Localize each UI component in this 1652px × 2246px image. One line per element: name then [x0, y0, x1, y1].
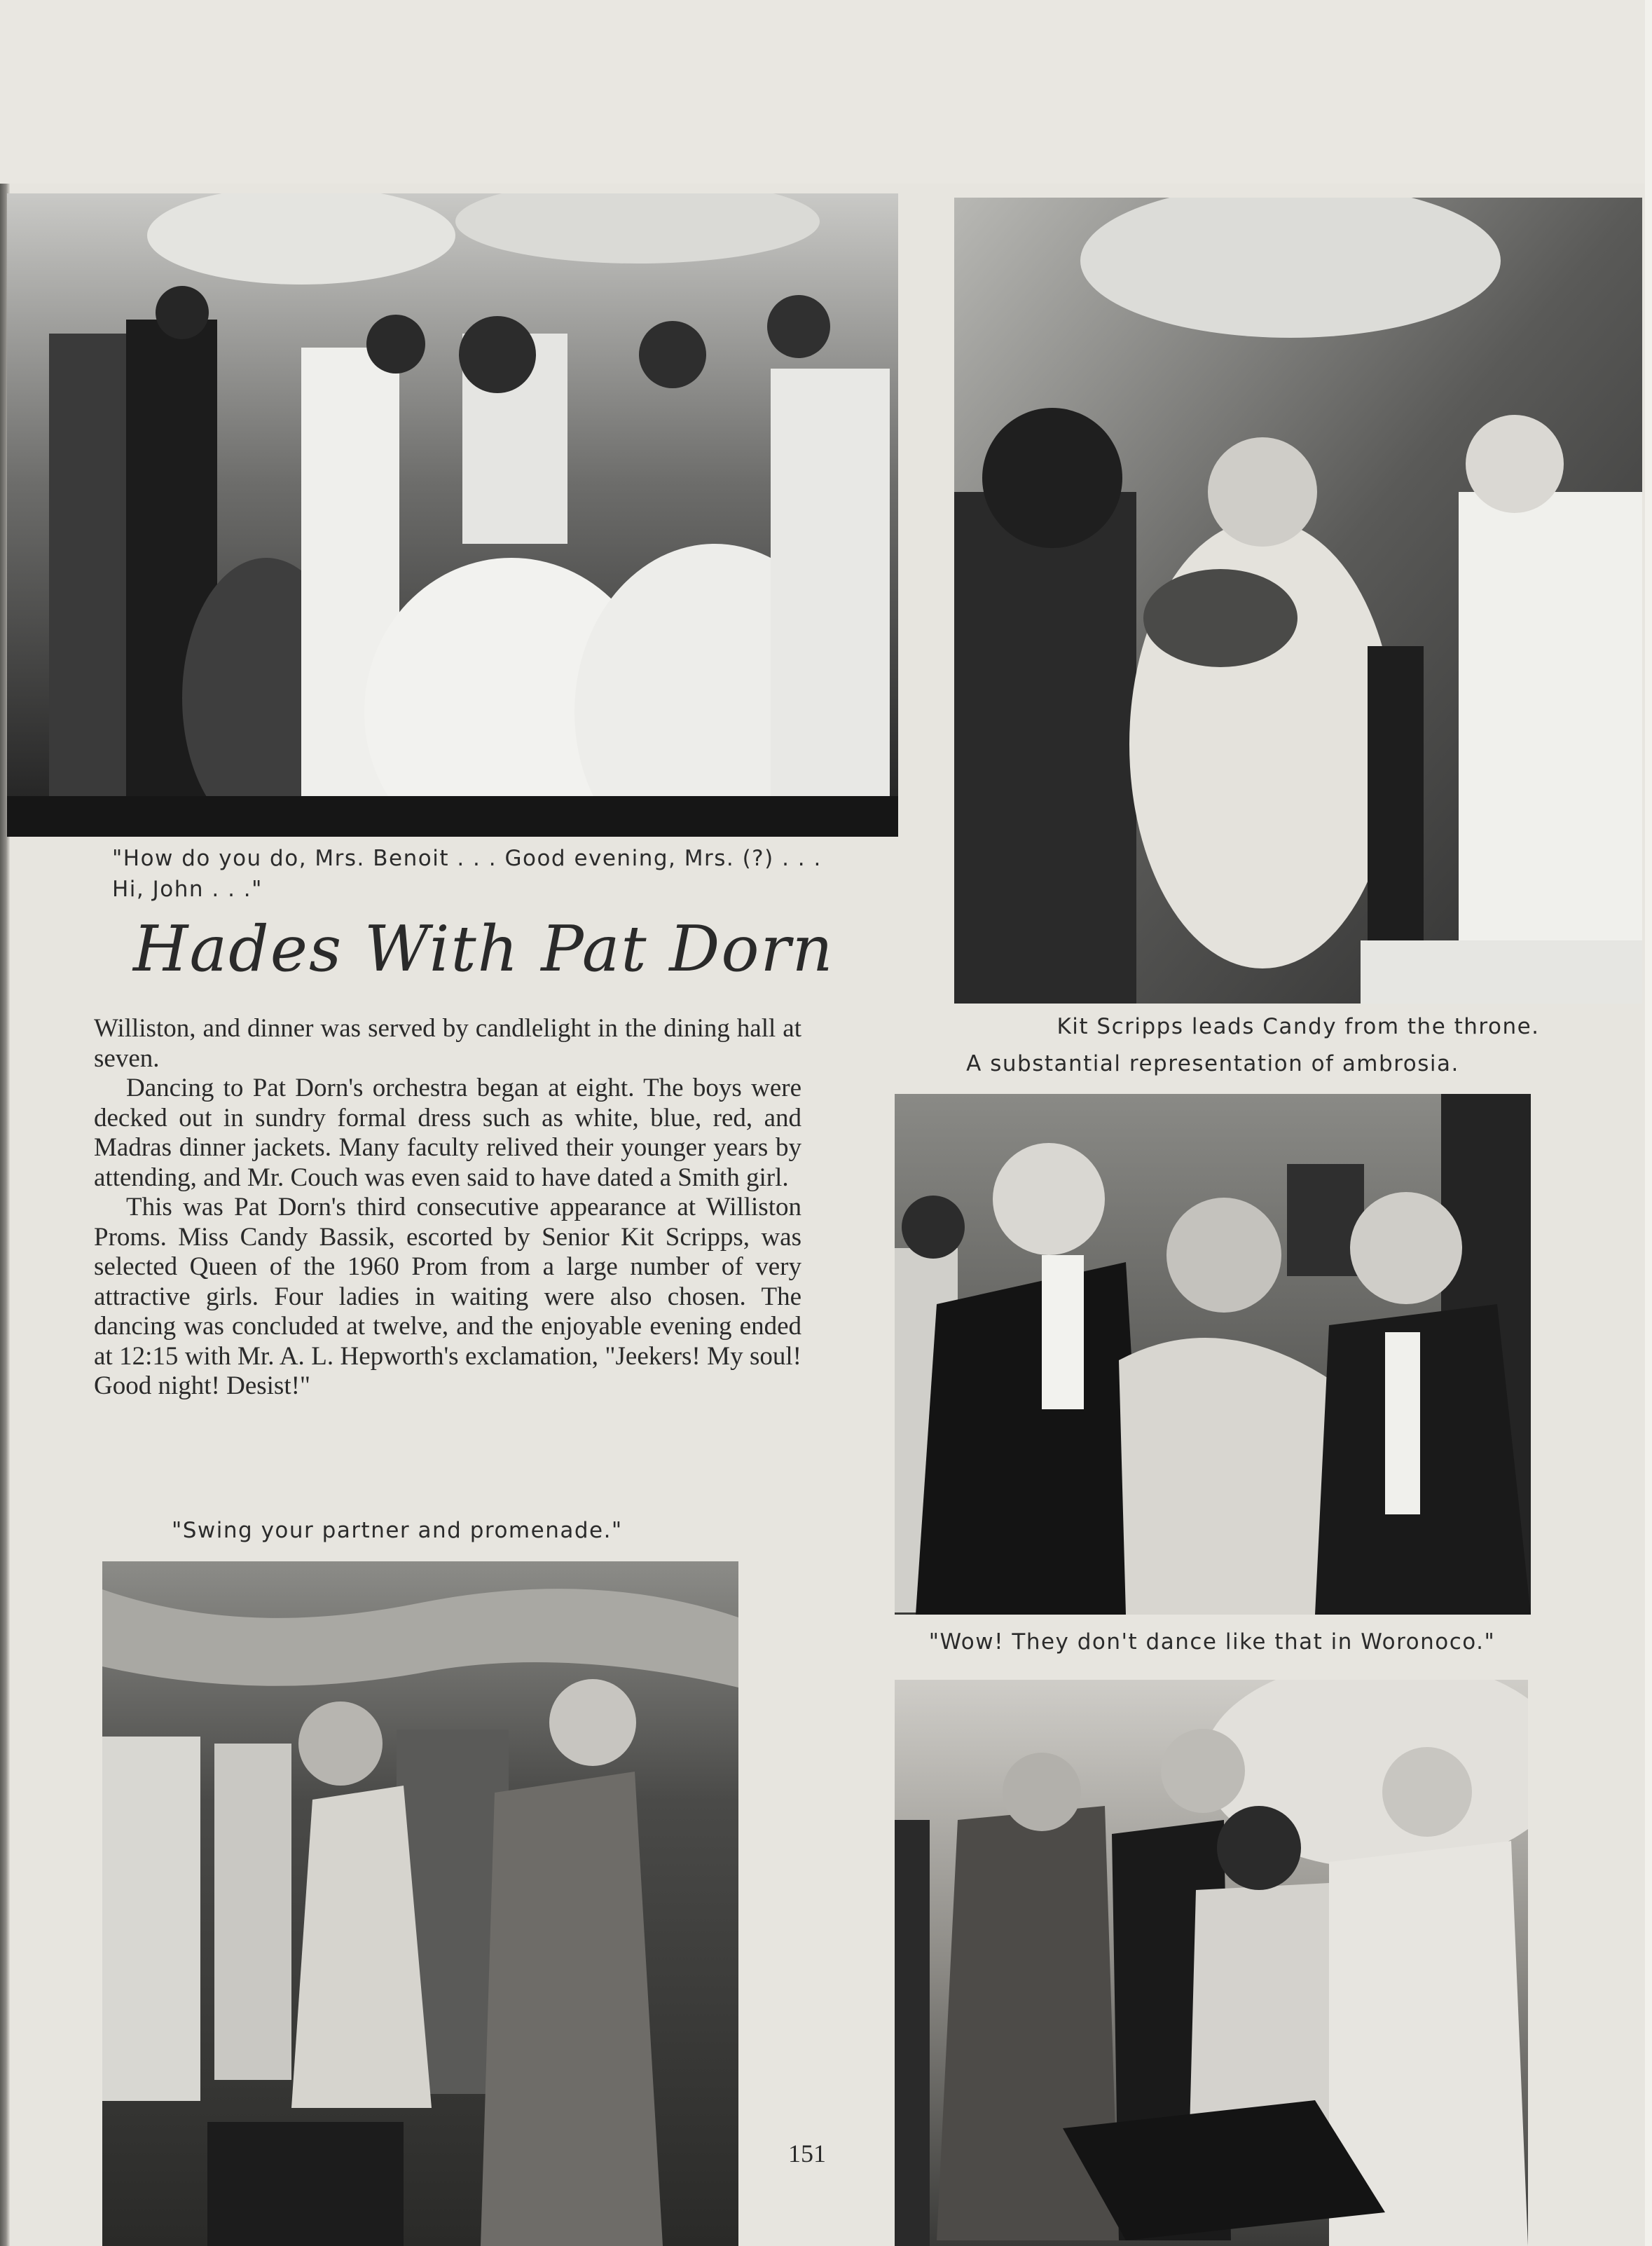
photo-swing-partner [102, 1561, 738, 2246]
caption-swing: "Swing your partner and promenade." [172, 1518, 623, 1543]
page-right-margin [1645, 0, 1652, 2246]
photo-woronoco [895, 1680, 1528, 2246]
article-title: Hades With Pat Dorn [133, 912, 834, 986]
caption-receiving-line-1: "How do you do, Mrs. Benoit . . . Good evening, Mrs. (?) . . . [112, 846, 822, 871]
photo-receiving-line [7, 193, 898, 837]
caption-receiving-line-2: Hi, John . . ." [112, 877, 263, 902]
article-body [94, 1014, 801, 1402]
article-paragraph: Williston, and dinner was served by candlelight in the dining hall at seven. [94, 1014, 801, 1073]
photo-throne [954, 198, 1642, 1004]
caption-throne: Kit Scripps leads Candy from the throne. [1056, 1014, 1540, 1039]
caption-woronoco: "Wow! They don't dance like that in Woronoco." [928, 1629, 1496, 1655]
page-number: 151 [788, 2139, 826, 2168]
article-paragraph: Dancing to Pat Dorn's orchestra began at eight. The boys were decked out in sundry formal dress such as white, blue, red, and Madras dinner jackets. Many faculty relived their younger years by attending, and Mr. Couch was even said to have dated a Smith girl. [94, 1074, 801, 1192]
page-top-margin [0, 0, 1652, 184]
caption-ambrosia: A substantial representation of ambrosia. [966, 1051, 1459, 1076]
photo-ambrosia [895, 1094, 1531, 1615]
article-paragraph: This was Pat Dorn's third consecutive appearance at Williston Proms. Miss Candy Bassik, escorted by Senior Kit Scripps, was selected Queen of the 1960 Prom from a large number of very attractive girls. Four ladies in waiting were also chosen. The dancing was concluded at twelve, and the enjoyable evening ended at 12:15 with Mr. A. L. Hepworth's exclamation, "Jeekers! My soul! Good night! Desist!" [94, 1193, 801, 1400]
